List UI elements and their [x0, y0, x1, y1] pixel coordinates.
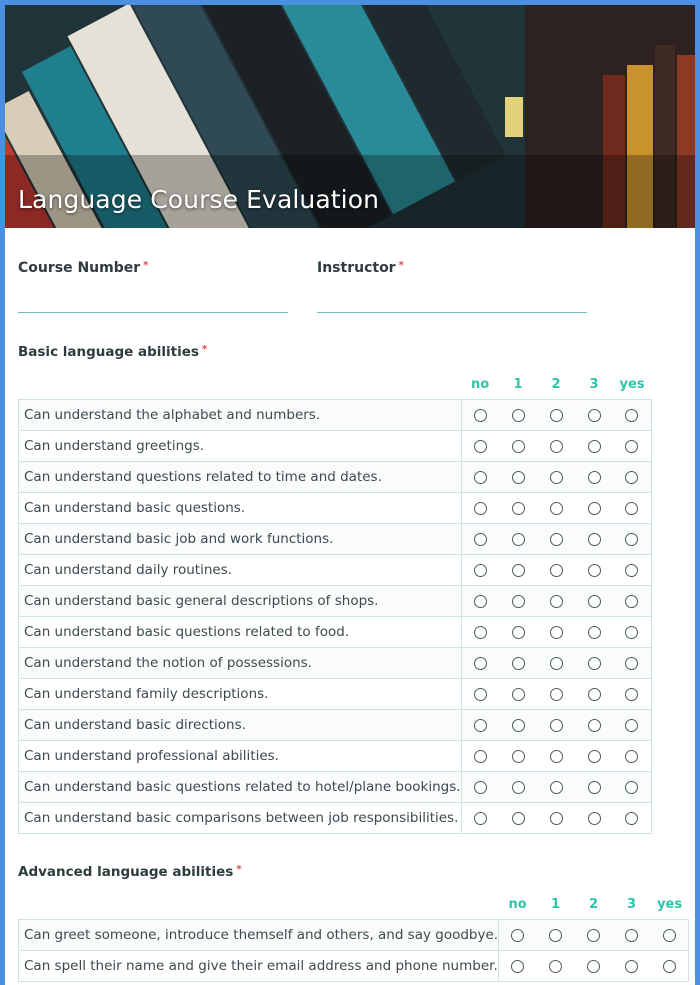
rating-radio[interactable] — [588, 812, 601, 825]
rating-radio[interactable] — [549, 960, 562, 973]
rating-cell — [499, 772, 537, 803]
rating-cell — [575, 493, 613, 524]
matrix-header-row — [19, 370, 652, 400]
rating-radio[interactable] — [474, 626, 487, 639]
rating-radio[interactable] — [587, 960, 600, 973]
rating-radio[interactable] — [512, 750, 525, 763]
rating-cell — [575, 524, 613, 555]
rating-cell — [537, 741, 575, 772]
rating-radio[interactable] — [512, 502, 525, 515]
basic-section-title-text: Basic language abilities — [18, 344, 199, 360]
rating-cell — [537, 617, 575, 648]
rating-cell — [461, 555, 499, 586]
rating-radio[interactable] — [588, 688, 601, 701]
rating-cell — [537, 772, 575, 803]
rating-radio[interactable] — [512, 657, 525, 670]
rating-radio[interactable] — [511, 929, 524, 942]
question-label: Can understand family descriptions. — [19, 679, 462, 710]
rating-radio[interactable] — [474, 657, 487, 670]
rating-radio[interactable] — [512, 564, 525, 577]
column-header: no — [508, 897, 527, 912]
question-label: Can greet someone, introduce themself and others, and say goodbye. — [19, 920, 499, 951]
rating-cell — [613, 400, 651, 431]
rating-cell — [537, 431, 575, 462]
question-label: Can understand basic general descriptions of shops. — [19, 586, 462, 617]
rating-cell — [537, 710, 575, 741]
rating-cell — [499, 951, 537, 982]
rating-cell — [499, 586, 537, 617]
column-header: 2 — [589, 897, 599, 912]
rating-radio[interactable] — [512, 533, 525, 546]
rating-cell — [461, 741, 499, 772]
rating-cell — [499, 462, 537, 493]
matrix-header-row — [19, 890, 689, 920]
rating-cell — [461, 493, 499, 524]
column-header: 3 — [589, 377, 599, 392]
form-title: Language Course Evaluation — [18, 185, 380, 214]
rating-radio[interactable] — [625, 960, 638, 973]
header-banner — [5, 5, 695, 228]
course-number-input[interactable] — [18, 312, 288, 313]
matrix-row — [19, 431, 652, 462]
matrix-corner — [19, 890, 499, 920]
rating-radio[interactable] — [663, 960, 676, 973]
question-label: Can understand basic questions related to hotel/plane bookings. — [19, 772, 462, 803]
rating-cell — [651, 951, 689, 982]
rating-radio[interactable] — [550, 409, 563, 422]
rating-cell — [537, 493, 575, 524]
rating-radio[interactable] — [512, 440, 525, 453]
rating-radio[interactable] — [474, 533, 487, 546]
rating-cell — [613, 493, 651, 524]
rating-radio[interactable] — [625, 657, 638, 670]
matrix-row — [19, 586, 652, 617]
rating-radio[interactable] — [625, 626, 638, 639]
matrix-row — [19, 772, 652, 803]
question-label: Can understand professional abilities. — [19, 741, 462, 772]
rating-radio[interactable] — [588, 750, 601, 763]
rating-cell — [499, 679, 537, 710]
column-header: 1 — [513, 377, 523, 392]
rating-cell — [461, 400, 499, 431]
rating-radio[interactable] — [625, 440, 638, 453]
rating-radio[interactable] — [588, 409, 601, 422]
rating-radio[interactable] — [474, 781, 487, 794]
rating-radio[interactable] — [550, 502, 563, 515]
rating-cell — [575, 741, 613, 772]
rating-cell — [613, 679, 651, 710]
rating-radio[interactable] — [588, 502, 601, 515]
instructor-label-text: Instructor — [317, 260, 396, 276]
rating-radio[interactable] — [588, 564, 601, 577]
question-label: Can spell their name and give their email address and phone number. — [19, 951, 499, 982]
question-label: Can understand basic job and work functions. — [19, 524, 462, 555]
rating-radio[interactable] — [512, 719, 525, 732]
advanced-section-title — [18, 864, 242, 880]
rating-radio[interactable] — [474, 471, 487, 484]
rating-cell — [613, 803, 651, 834]
rating-radio[interactable] — [550, 657, 563, 670]
rating-cell — [575, 648, 613, 679]
rating-cell — [499, 493, 537, 524]
rating-cell — [575, 803, 613, 834]
instructor-label — [317, 260, 404, 276]
rating-radio[interactable] — [663, 929, 676, 942]
rating-radio[interactable] — [550, 533, 563, 546]
rating-cell — [613, 710, 651, 741]
rating-cell — [575, 462, 613, 493]
rating-radio[interactable] — [625, 750, 638, 763]
rating-cell — [575, 710, 613, 741]
rating-cell — [537, 679, 575, 710]
matrix-row — [19, 741, 652, 772]
basic-abilities-matrix — [18, 370, 652, 834]
basic-section-title — [18, 344, 207, 360]
rating-cell — [537, 462, 575, 493]
rating-cell — [613, 555, 651, 586]
rating-radio[interactable] — [550, 688, 563, 701]
rating-radio[interactable] — [512, 626, 525, 639]
rating-cell — [461, 772, 499, 803]
rating-cell — [613, 462, 651, 493]
rating-radio[interactable] — [474, 719, 487, 732]
column-header: 3 — [627, 897, 637, 912]
rating-cell — [461, 431, 499, 462]
rating-cell — [613, 524, 651, 555]
matrix-corner — [19, 370, 462, 400]
rating-cell — [499, 524, 537, 555]
rating-cell — [575, 431, 613, 462]
rating-radio[interactable] — [512, 688, 525, 701]
rating-radio[interactable] — [474, 812, 487, 825]
matrix-row — [19, 493, 652, 524]
matrix-row — [19, 462, 652, 493]
rating-radio[interactable] — [588, 657, 601, 670]
rating-cell — [537, 555, 575, 586]
rating-radio[interactable] — [550, 471, 563, 484]
column-header: no — [470, 377, 490, 392]
question-label: Can understand daily routines. — [19, 555, 462, 586]
matrix-row — [19, 803, 652, 834]
rating-cell — [537, 524, 575, 555]
rating-radio[interactable] — [625, 502, 638, 515]
column-header: yes — [619, 377, 645, 392]
rating-radio[interactable] — [587, 929, 600, 942]
rating-radio[interactable] — [550, 812, 563, 825]
rating-radio[interactable] — [625, 812, 638, 825]
question-label: Can understand basic comparisons between job responsibilities. — [19, 803, 462, 834]
rating-cell — [613, 617, 651, 648]
advanced-section-title-text: Advanced language abilities — [18, 864, 234, 880]
rating-radio[interactable] — [550, 626, 563, 639]
rating-radio[interactable] — [588, 781, 601, 794]
rating-cell — [499, 803, 537, 834]
required-marker: * — [398, 260, 404, 271]
rating-radio[interactable] — [588, 626, 601, 639]
question-label: Can understand basic questions. — [19, 493, 462, 524]
column-header: 1 — [551, 897, 561, 912]
rating-cell — [613, 586, 651, 617]
rating-cell — [499, 920, 537, 951]
question-label: Can understand questions related to time and dates. — [19, 462, 462, 493]
rating-radio[interactable] — [512, 409, 525, 422]
matrix-row — [19, 524, 652, 555]
advanced-abilities-matrix — [18, 890, 689, 982]
rating-radio[interactable] — [550, 595, 563, 608]
course-number-label — [18, 260, 148, 276]
rating-radio[interactable] — [474, 750, 487, 763]
rating-cell — [461, 617, 499, 648]
matrix-row — [19, 679, 652, 710]
rating-cell — [499, 710, 537, 741]
rating-cell — [651, 920, 689, 951]
rating-cell — [613, 951, 651, 982]
rating-cell — [537, 648, 575, 679]
rating-radio[interactable] — [625, 533, 638, 546]
rating-radio[interactable] — [625, 929, 638, 942]
question-label: Can understand basic questions related to food. — [19, 617, 462, 648]
rating-radio[interactable] — [625, 409, 638, 422]
instructor-input[interactable] — [317, 312, 587, 313]
rating-cell — [499, 555, 537, 586]
rating-cell — [461, 648, 499, 679]
rating-radio[interactable] — [625, 471, 638, 484]
matrix-row — [19, 951, 689, 982]
rating-cell — [461, 679, 499, 710]
rating-radio[interactable] — [512, 781, 525, 794]
rating-cell — [613, 648, 651, 679]
rating-radio[interactable] — [474, 688, 487, 701]
rating-cell — [575, 586, 613, 617]
rating-radio[interactable] — [511, 960, 524, 973]
rating-cell — [461, 462, 499, 493]
rating-cell — [499, 617, 537, 648]
matrix-row — [19, 710, 652, 741]
required-marker: * — [236, 864, 242, 875]
rating-cell — [537, 951, 575, 982]
rating-cell — [613, 431, 651, 462]
rating-cell — [461, 710, 499, 741]
rating-cell — [575, 679, 613, 710]
rating-cell — [537, 920, 575, 951]
rating-cell — [537, 803, 575, 834]
column-header: 2 — [551, 377, 561, 392]
rating-radio[interactable] — [550, 440, 563, 453]
rating-radio[interactable] — [625, 781, 638, 794]
rating-radio[interactable] — [588, 595, 601, 608]
rating-cell — [575, 617, 613, 648]
rating-cell — [575, 772, 613, 803]
matrix-row — [19, 617, 652, 648]
rating-cell — [613, 920, 651, 951]
rating-radio[interactable] — [550, 564, 563, 577]
rating-cell — [499, 400, 537, 431]
rating-radio[interactable] — [588, 533, 601, 546]
question-label: Can understand the notion of possessions. — [19, 648, 462, 679]
rating-radio[interactable] — [474, 409, 487, 422]
rating-cell — [461, 524, 499, 555]
rating-cell — [499, 741, 537, 772]
rating-radio[interactable] — [625, 688, 638, 701]
matrix-row — [19, 400, 652, 431]
rating-cell — [575, 951, 613, 982]
rating-cell — [613, 772, 651, 803]
rating-radio[interactable] — [550, 781, 563, 794]
rating-radio[interactable] — [625, 719, 638, 732]
question-label: Can understand the alphabet and numbers. — [19, 400, 462, 431]
rating-cell — [575, 400, 613, 431]
rating-cell — [537, 586, 575, 617]
rating-radio[interactable] — [625, 595, 638, 608]
rating-radio[interactable] — [474, 564, 487, 577]
matrix-row — [19, 920, 689, 951]
matrix-row — [19, 648, 652, 679]
rating-cell — [575, 555, 613, 586]
rating-radio[interactable] — [550, 719, 563, 732]
rating-cell — [537, 400, 575, 431]
rating-cell — [499, 431, 537, 462]
required-marker: * — [143, 260, 149, 271]
rating-cell — [499, 648, 537, 679]
required-marker: * — [201, 344, 208, 355]
rating-radio[interactable] — [512, 812, 525, 825]
rating-radio[interactable] — [512, 471, 525, 484]
rating-radio[interactable] — [625, 564, 638, 577]
rating-radio[interactable] — [474, 595, 487, 608]
course-number-label-text: Course Number — [18, 260, 141, 276]
rating-radio[interactable] — [512, 595, 525, 608]
rating-radio[interactable] — [588, 440, 601, 453]
rating-cell — [613, 741, 651, 772]
rating-cell — [461, 586, 499, 617]
question-label: Can understand greetings. — [19, 431, 462, 462]
rating-radio[interactable] — [588, 471, 601, 484]
rating-cell — [575, 920, 613, 951]
rating-radio[interactable] — [549, 929, 562, 942]
rating-radio[interactable] — [550, 750, 563, 763]
column-header: yes — [657, 897, 683, 912]
rating-radio[interactable] — [588, 719, 601, 732]
form-page — [5, 5, 695, 985]
question-label: Can understand basic directions. — [19, 710, 462, 741]
rating-radio[interactable] — [474, 440, 487, 453]
matrix-row — [19, 555, 652, 586]
rating-cell — [461, 803, 499, 834]
rating-radio[interactable] — [474, 502, 487, 515]
